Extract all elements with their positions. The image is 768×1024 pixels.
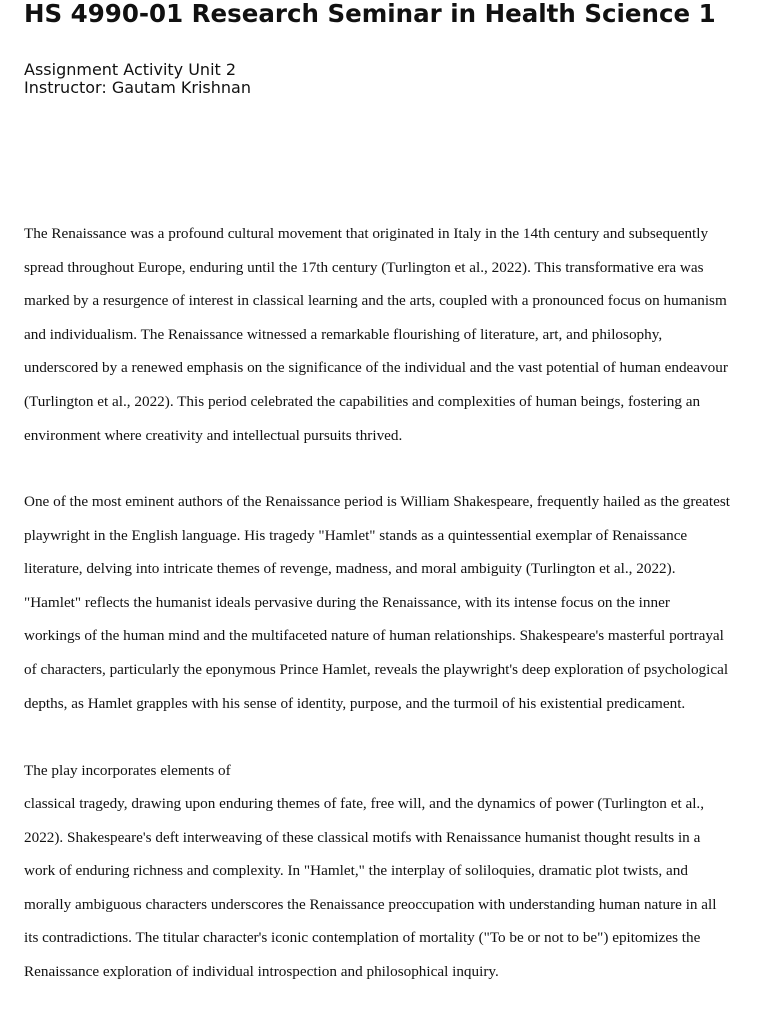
paragraph-line: 2022). Shakespeare's deft interweaving of these classical motifs with Renaissance humanist thought results in a: [24, 828, 701, 846]
paragraph-line: and individualism. The Renaissance witnessed a remarkable flourishing of literature, art, and philosophy,: [24, 325, 663, 343]
paragraph-classical-tragedy: [24, 787, 748, 989]
paragraph-play-intro: The play incorporates elements of: [24, 762, 231, 779]
assignment-meta: [24, 61, 748, 97]
paragraph-line: "Hamlet" reflects the humanist ideals pervasive during the Renaissance, with its intense focus on the inner: [24, 593, 670, 611]
paragraph-line: classical tragedy, drawing upon enduring themes of fate, free will, and the dynamics of power (Turlington et al.,: [24, 795, 705, 812]
paragraph-line: morally ambiguous characters underscores the Renaissance preoccupation with understanding human nature in all: [24, 895, 717, 913]
paragraph-line: of characters, particularly the eponymous Prince Hamlet, reveals the playwright's deep exploration of psychological: [24, 660, 729, 678]
paragraph-line: underscored by a renewed emphasis on the significance of the individual and the vast potential of human endeavour: [24, 359, 728, 377]
paragraph-line: its contradictions. The titular character's iconic contemplation of mortality ("To be or not to be") epitomizes the: [24, 929, 701, 947]
paragraph-line: literature, delving into intricate themes of revenge, madness, and moral ambiguity (Turlington et al., 2022).: [24, 560, 676, 578]
paragraph-line: environment where creativity and intellectual pursuits thrived.: [24, 426, 403, 444]
paragraph-line: playwright in the English language. His tragedy "Hamlet" stands as a quintessential exemplar of Renaissance: [24, 526, 688, 544]
paragraph-line: work of enduring richness and complexity. In "Hamlet," the interplay of soliloquies, dramatic plot twists, and: [24, 862, 688, 880]
paragraph-line: spread throughout Europe, enduring until the 17th century (Turlington et al., 2022). This transformative era was: [24, 258, 704, 276]
paragraph-line: workings of the human mind and the multifaceted nature of human relationships. Shakespeare's masterful portrayal: [24, 627, 724, 645]
assignment-label: Assignment Activity Unit 2: [24, 60, 237, 79]
paragraph-line: (Turlington et al., 2022). This period celebrated the capabilities and complexities of human beings, fostering an: [24, 392, 701, 410]
paragraph-line: depths, as Hamlet grapples with his sense of identity, purpose, and the turmoil of his existential predicament.: [24, 694, 686, 712]
paragraph-shakespeare: [24, 485, 748, 720]
paragraph-renaissance: [24, 217, 748, 452]
paragraph-line: Renaissance exploration of individual introspection and philosophical inquiry.: [24, 962, 499, 980]
paragraph-line: marked by a resurgence of interest in classical learning and the arts, coupled with a pronounced focus on humanism: [24, 292, 727, 310]
paragraph-line: The Renaissance was a profound cultural movement that originated in Italy in the 14th century and subsequently: [24, 225, 709, 242]
document-title: HS 4990-01 Research Seminar in Health Science 1: [24, 0, 716, 28]
instructor-label: Instructor: Gautam Krishnan: [24, 78, 251, 97]
document-page: [24, 0, 748, 980]
paragraph-line: One of the most eminent authors of the Renaissance period is William Shakespeare, frequently hailed as the greatest: [24, 493, 730, 510]
